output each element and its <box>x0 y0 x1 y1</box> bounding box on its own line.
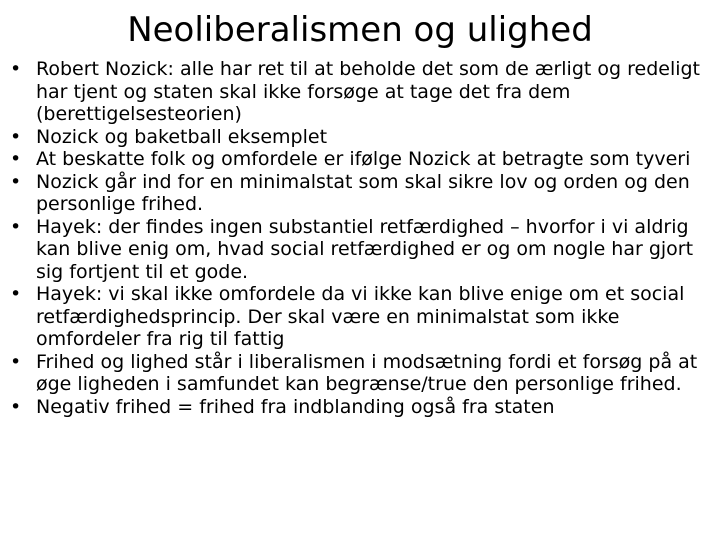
bullet-item <box>10 216 714 284</box>
bullet-dot-icon: • <box>10 215 22 238</box>
bullet-item <box>10 148 714 171</box>
bullet-text: Nozick går ind for en minimalstat som skal sikre lov og orden og den personlige frihed. <box>36 170 690 215</box>
bullet-item <box>10 58 714 126</box>
bullet-text: Negativ frihed = frihed fra indblanding også fra staten <box>36 395 555 418</box>
bullet-dot-icon: • <box>10 395 22 418</box>
bullet-text: Frihed og lighed står i liberalismen i modsætning fordi et forsøg på at øge ligheden i samfundet kan begrænse/true den personlige frihed. <box>36 350 698 395</box>
bullet-text: Hayek: vi skal ikke omfordele da vi ikke kan blive enige om et social retfærdighedsprincip. Der skal være en minimalstat som ikke omfordeler fra rig til fattig <box>36 283 685 350</box>
bullet-dot-icon: • <box>10 58 22 80</box>
bullet-list <box>10 58 714 418</box>
bullet-text: At beskatte folk og omfordele er ifølge Nozick at betragte som tyveri <box>36 148 691 170</box>
bullet-item <box>10 126 714 149</box>
bullet-dot-icon: • <box>10 148 22 170</box>
bullet-item <box>10 283 714 351</box>
bullet-dot-icon: • <box>10 283 22 305</box>
bullet-dot-icon: • <box>10 170 22 193</box>
bullet-dot-icon: • <box>10 350 22 373</box>
bullet-text: Hayek: der findes ingen substantiel retfærdighed – hvorfor i vi aldrig kan blive enig om, hvad social retfærdighed er og om nogle har gjort sig fortjent til et gode. <box>36 215 694 283</box>
bullet-item <box>10 171 714 216</box>
bullet-text: Robert Nozick: alle har ret til at beholde det som de ærligt og redeligt har tjent og staten skal ikke forsøge at tage det fra dem (berettigelsesteorien) <box>36 58 701 125</box>
bullet-dot-icon: • <box>10 125 22 148</box>
bullet-item <box>10 396 714 419</box>
bullet-item <box>10 351 714 396</box>
slide-title: Neoliberalismen og ulighed <box>127 10 593 50</box>
bullet-text: Nozick og baketball eksemplet <box>36 125 328 148</box>
